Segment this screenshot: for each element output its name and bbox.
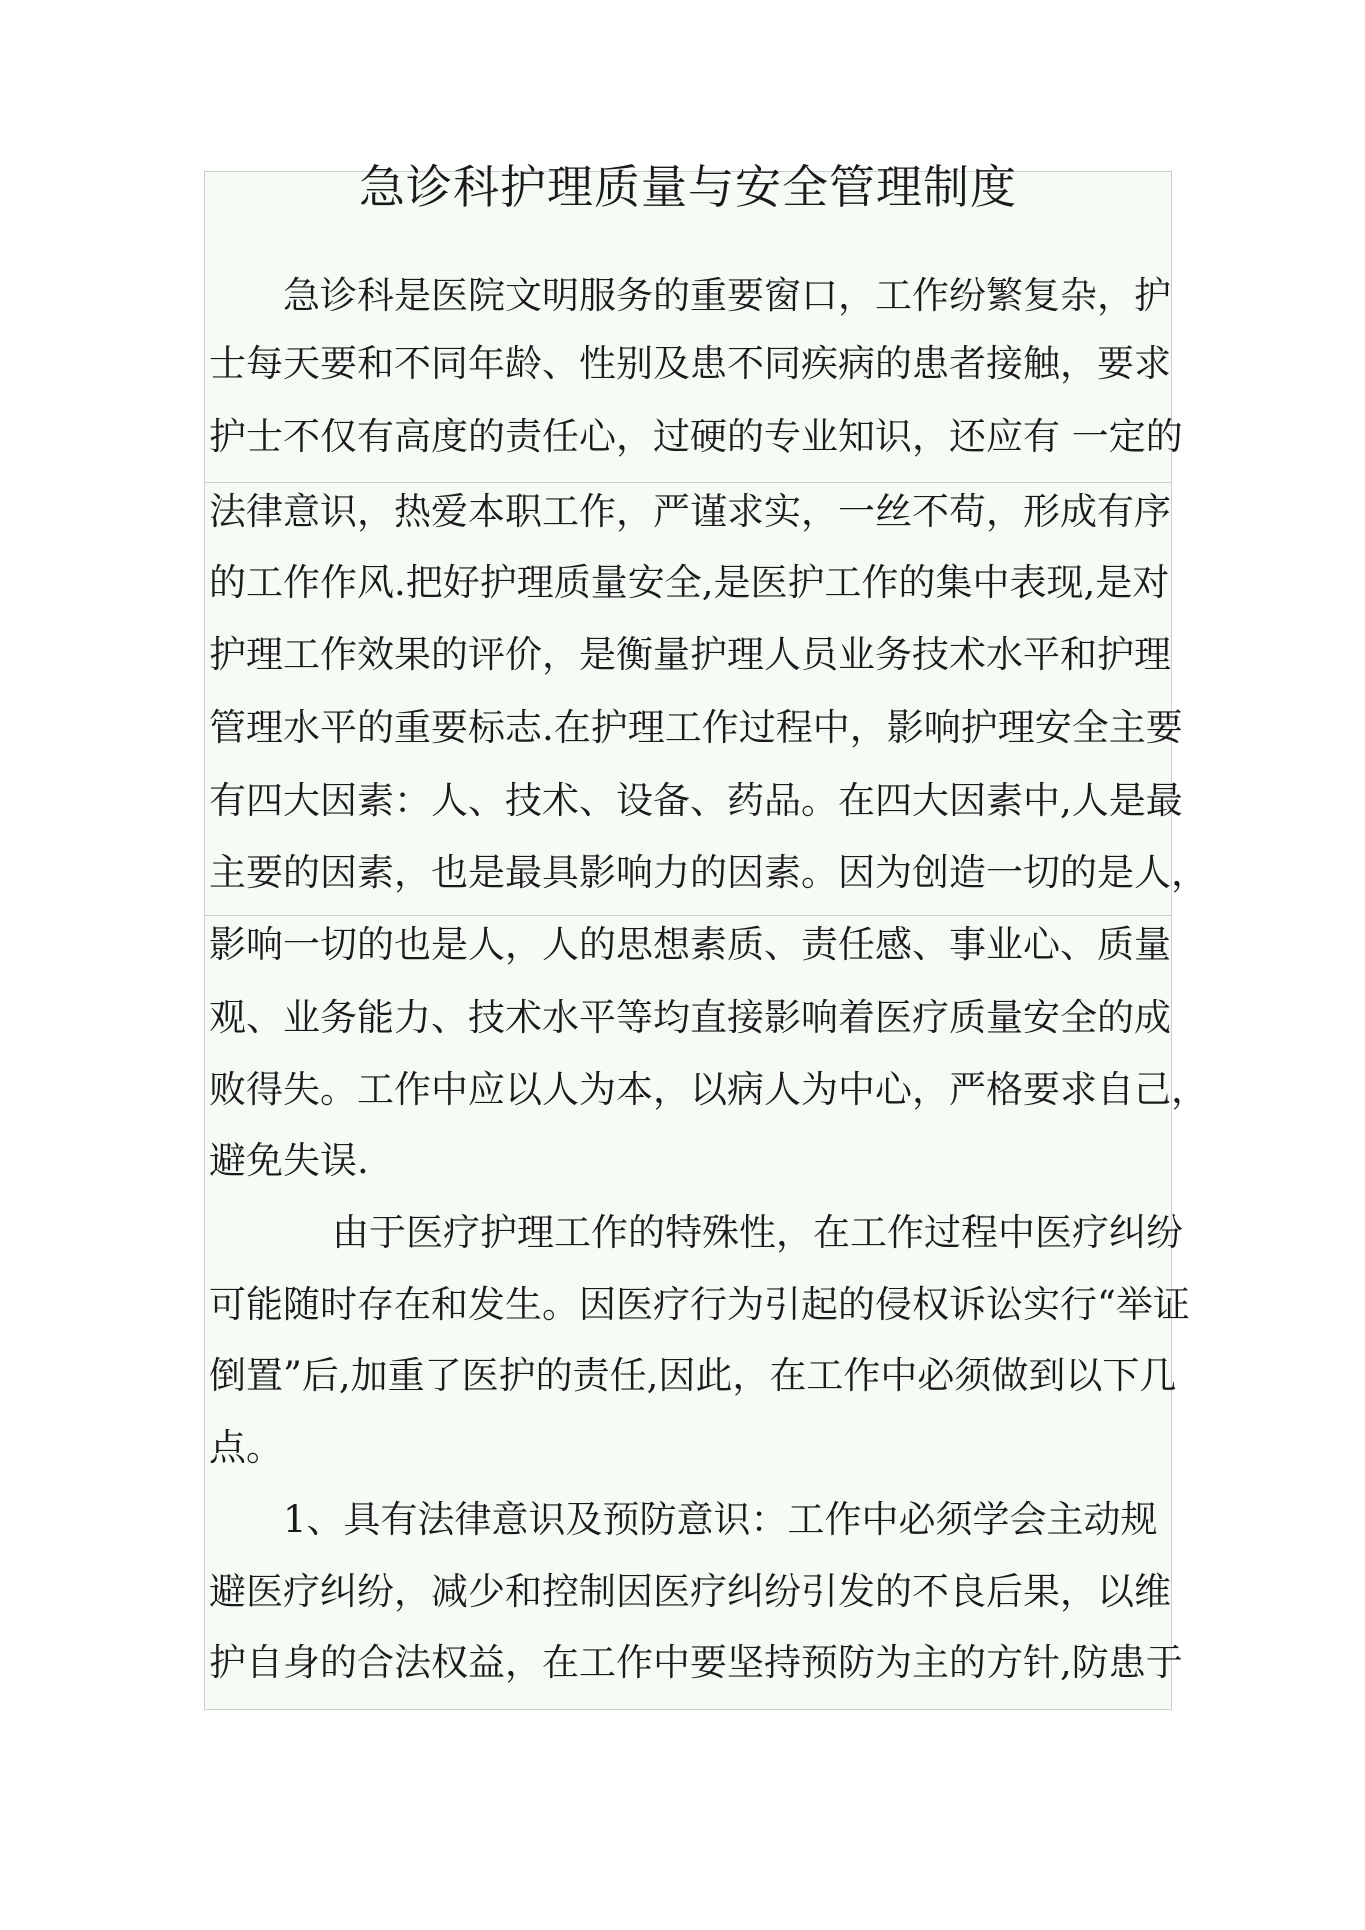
body-line: 可能随时存在和发生。因医疗行为引起的侵权诉讼实行“举证 bbox=[209, 1283, 1190, 1326]
body-line: 有四大因素：人、技术、设备、药品。在四大因素中,人是最 bbox=[209, 779, 1183, 822]
body-line: 1、具有法律意识及预防意识：工作中必须学会主动规 bbox=[283, 1498, 1158, 1541]
body-line: 主要的因素，也是最具影响力的因素。因为创造一切的是人， bbox=[209, 851, 1208, 894]
body-line: 倒置”后,加重了医护的责任,因此，在工作中必须做到以下几 bbox=[209, 1354, 1177, 1397]
body-line: 败得失。工作中应以人为本，以病人为中心，严格要求自己， bbox=[209, 1068, 1208, 1111]
document-title: 急诊科护理质量与安全管理制度 bbox=[359, 160, 1017, 214]
body-line: 管理水平的重要标志.在护理工作过程中，影响护理安全主要 bbox=[209, 706, 1183, 749]
body-line: 的工作作风.把好护理质量安全,是医护工作的集中表现,是对 bbox=[209, 561, 1170, 604]
body-line: 避免失误. bbox=[209, 1139, 369, 1182]
body-line: 避医疗纠纷，减少和控制因医疗纠纷引发的不良后果，以维 bbox=[209, 1570, 1171, 1613]
body-line: 观、业务能力、技术水平等均直接影响着医疗质量安全的成 bbox=[209, 996, 1171, 1039]
body-line: 影响一切的也是人，人的思想素质、责任感、事业心、质量 bbox=[209, 923, 1171, 966]
body-line: 点。 bbox=[209, 1426, 283, 1469]
body-line: 护士不仅有高度的责任心，过硬的专业知识，还应有 一定的 bbox=[209, 415, 1183, 458]
page-divider bbox=[204, 915, 1172, 916]
body-line: 士每天要和不同年龄、性别及患不同疾病的患者接触，要求 bbox=[209, 342, 1171, 385]
page-divider bbox=[204, 482, 1172, 483]
body-line: 护自身的合法权益，在工作中要坚持预防为主的方针,防患于 bbox=[209, 1641, 1183, 1684]
body-line: 急诊科是医院文明服务的重要窗口，工作纷繁复杂，护 bbox=[283, 274, 1171, 317]
body-line: 由于医疗护理工作的特殊性，在工作过程中医疗纠纷 bbox=[332, 1211, 1183, 1254]
body-line: 法律意识，热爱本职工作，严谨求实，一丝不苟，形成有序 bbox=[209, 490, 1171, 533]
body-line: 护理工作效果的评价，是衡量护理人员业务技术水平和护理 bbox=[209, 633, 1171, 676]
